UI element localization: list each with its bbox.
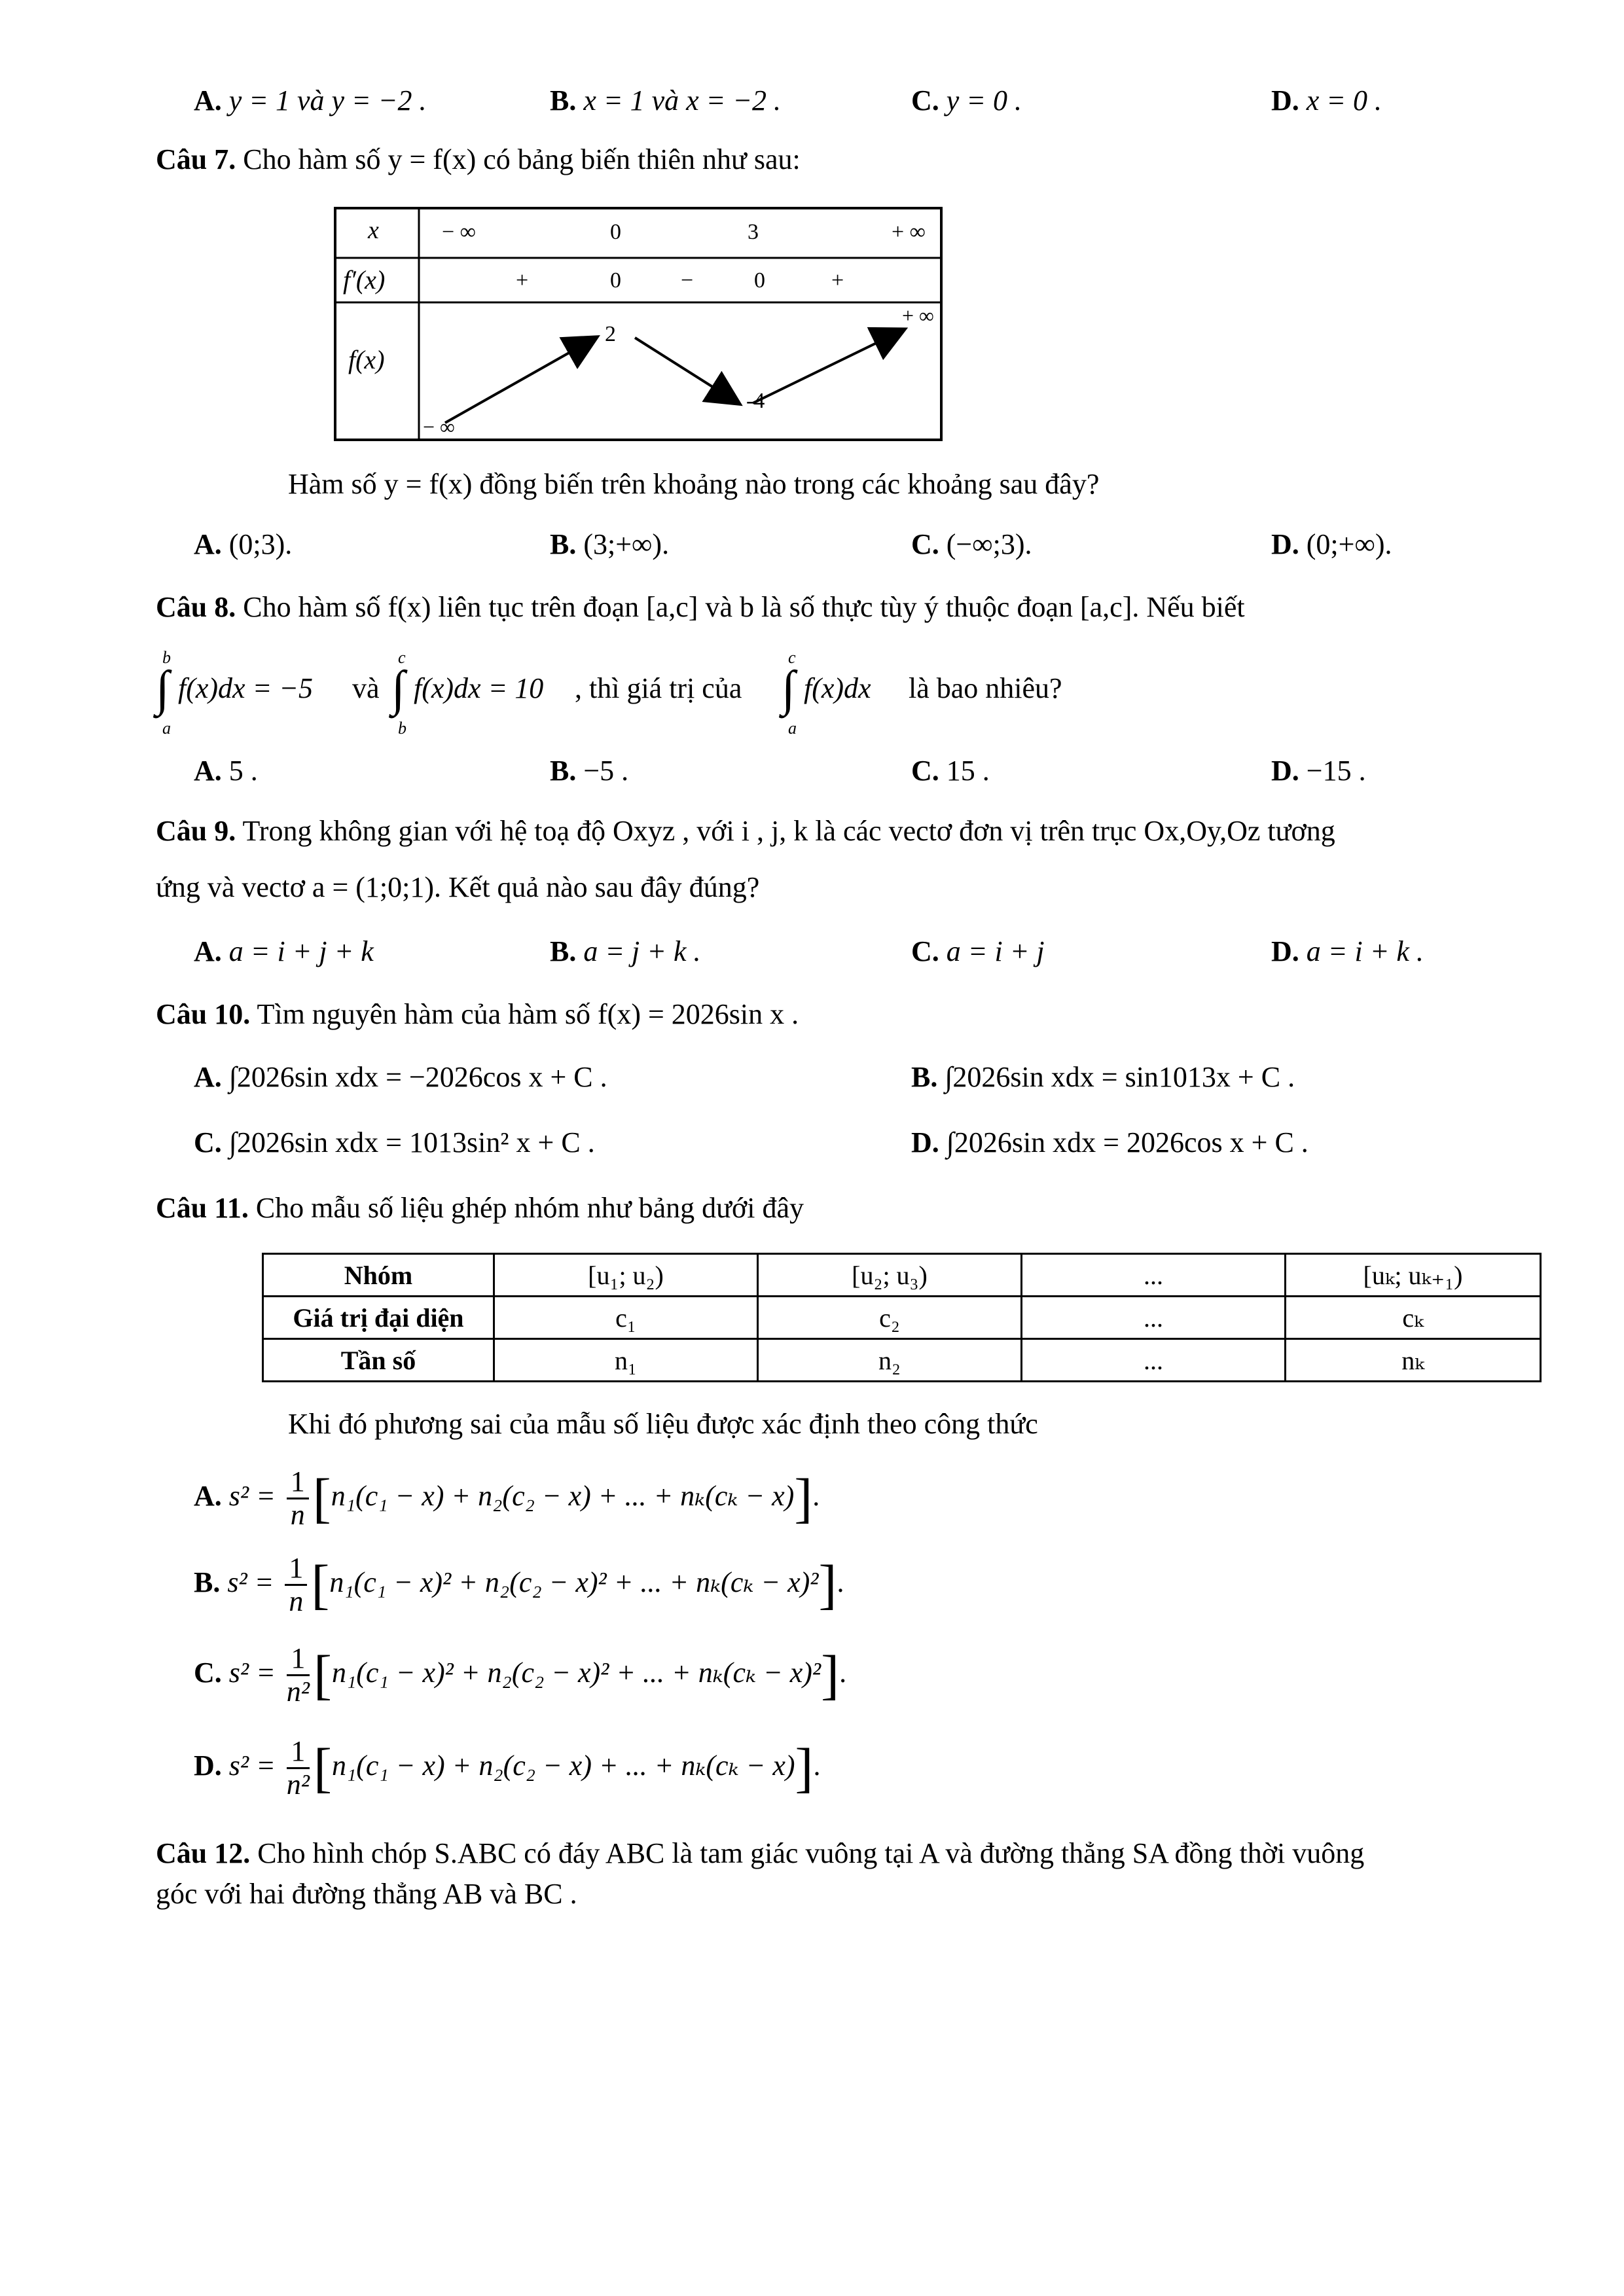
fp-sign-0: + — [516, 268, 529, 293]
table-cell: cₖ — [1286, 1297, 1541, 1339]
q9-prompt-line1: Câu 9. Trong không gian với hệ toạ độ Oxyz , với i , j, k là các vectơ đơn vị trên trục Ox,Oy,Oz tương — [156, 815, 1335, 847]
f-start: − ∞ — [423, 415, 455, 439]
q7-option-d: D. (0;+∞). — [1271, 528, 1392, 560]
variation-table-graphic — [334, 207, 943, 441]
q9-prompt-line2: ứng và vectơ a = (1;0;1). Kết quả nào sau đây đúng? — [156, 871, 760, 903]
q11-option-d: D. s² = $\frac{1}{\text{n²}}$ [n₁(c₁ − x) + n₂(c₂ − x) + ... + nₖ(cₖ − x)]. — [194, 1735, 821, 1801]
q10-option-b: B. ∫2026sin xdx = sin1013x + C . — [911, 1061, 1295, 1093]
table-cell: [u₁; u₂) — [494, 1254, 758, 1297]
q9-option-b: B. a = j + k . — [550, 935, 701, 967]
table-cell: nₖ — [1286, 1339, 1541, 1382]
q11-option-b: B. s² = $\frac{1}{n}$ [n₁(c₁ − x)² + n₂(c₂ − x)² + ... + nₖ(cₖ − x)²]. — [194, 1552, 844, 1618]
int2-upper: c — [398, 648, 406, 667]
arrow-up-1 — [445, 338, 596, 423]
table-cell: n₁ — [494, 1339, 758, 1382]
q9-option-c: C. a = i + j — [911, 935, 1045, 967]
table-cell: [uₖ; uₖ₊₁) — [1286, 1254, 1541, 1297]
x-val-2: 3 — [748, 220, 759, 244]
table-cell: c₂ — [758, 1297, 1022, 1339]
q7-question: Hàm số y = f(x) đồng biến trên khoảng nào trong các khoảng sau đây? — [288, 468, 1100, 500]
int2-sign: ∫ — [391, 661, 405, 716]
q11-question: Khi đó phương sai của mẫu số liệu được xác định theo công thức — [288, 1408, 1038, 1440]
table-cell: Nhóm — [263, 1254, 494, 1297]
int3-lower: a — [788, 719, 797, 738]
int1-body: f(x)dx = −5 — [178, 672, 313, 704]
int3-upper: c — [788, 648, 796, 667]
q10-option-d: D. ∫2026sin xdx = 2026cos x + C . — [911, 1126, 1308, 1158]
q8-option-c: C. 15 . — [911, 755, 990, 787]
int3-body: f(x)dx — [804, 672, 871, 704]
table-cell: ... — [1022, 1254, 1286, 1297]
fp-sign-4: + — [831, 268, 844, 293]
q6-option-c: C. y = 0 . — [911, 84, 1022, 117]
table-row — [263, 1254, 1541, 1297]
q12-prompt-line2: góc với hai đường thẳng AB và BC . — [156, 1878, 577, 1910]
q7-prompt: Câu 7. Cho hàm số y = f(x) có bảng biến thiên như sau: — [156, 143, 801, 175]
table-cell: Giá trị đại diện — [263, 1297, 494, 1339]
fp-sign-1: 0 — [610, 268, 621, 293]
q8-then: , thì giá trị của — [575, 672, 742, 704]
x-label: x — [368, 217, 379, 244]
q8-option-d: D. −15 . — [1271, 755, 1366, 787]
q8-option-a: A. 5 . — [194, 755, 258, 787]
f-max: 2 — [605, 322, 616, 346]
int2-lower: b — [398, 719, 406, 738]
grouped-data-table — [262, 1253, 1542, 1382]
q7-option-a: A. (0;3). — [194, 528, 293, 560]
q10-prompt: Câu 10. Tìm nguyên hàm của hàm số f(x) = 2026sin x . — [156, 998, 799, 1030]
q12-prompt-line1: Câu 12. Cho hình chóp S.ABC có đáy ABC là tam giác vuông tại A và đường thẳng SA đồng thời vuông — [156, 1837, 1365, 1869]
q9-option-d: D. a = i + k . — [1271, 935, 1424, 967]
table-cell: c₁ — [494, 1297, 758, 1339]
q6-option-a: A. y = 1 và y = −2 . — [194, 84, 427, 117]
table-cell: ... — [1022, 1339, 1286, 1382]
q8-integrals — [156, 648, 1399, 740]
q10-option-a: A. ∫2026sin xdx = −2026cos x + C . — [194, 1061, 607, 1093]
f-min: -4 — [746, 389, 765, 413]
int1-upper: b — [162, 648, 171, 667]
q8-prompt: Câu 8. Cho hàm số f(x) liên tục trên đoạn [a,c] và b là số thực tùy ý thuộc đoạn [a,c]. Nếu biết — [156, 591, 1245, 623]
q6-option-d: D. x = 0 . — [1271, 84, 1382, 117]
fp-label: f′(x) — [343, 265, 386, 295]
x-val-0: − ∞ — [442, 220, 476, 244]
table-cell: Tần số — [263, 1339, 494, 1382]
q8-and: và — [352, 672, 380, 704]
table-cell: [u₂; u₃) — [758, 1254, 1022, 1297]
int2-body: f(x)dx = 10 — [414, 672, 544, 704]
int1-sign: ∫ — [156, 661, 170, 716]
q6-option-b: B. x = 1 và x = −2 . — [550, 84, 782, 117]
table-cell: ... — [1022, 1297, 1286, 1339]
fp-sign-2: − — [681, 268, 694, 293]
q9-option-a: A. a = i + j + k — [194, 935, 374, 967]
x-val-1: 0 — [610, 220, 621, 244]
fp-sign-3: 0 — [754, 268, 765, 293]
q11-option-a: A. s² = $\frac{1}{n}$ [n₁(c₁ − x) + n₂(c₂ − x) + ... + nₖ(cₖ − x)]. — [194, 1465, 820, 1532]
int3-sign: ∫ — [782, 661, 795, 716]
q11-prompt: Câu 11. Cho mẫu số liệu ghép nhóm như bảng dưới đây — [156, 1192, 804, 1224]
variation-table — [334, 207, 943, 441]
x-val-3: + ∞ — [892, 220, 926, 244]
q11-option-c: C. s² = $\frac{1}{\text{n²}}$ [n₁(c₁ − x)² + n₂(c₂ − x)² + ... + nₖ(cₖ − x)²]. — [194, 1642, 847, 1708]
q10-option-c: C. ∫2026sin xdx = 1013sin² x + C . — [194, 1126, 595, 1158]
f-end: + ∞ — [902, 304, 934, 327]
table-cell: n₂ — [758, 1339, 1022, 1382]
q8-option-b: B. −5 . — [550, 755, 629, 787]
q7-option-c: C. (−∞;3). — [911, 528, 1032, 560]
arrow-up-2 — [753, 330, 903, 403]
f-label: f(x) — [348, 345, 385, 374]
table-row — [263, 1339, 1541, 1382]
q7-option-b: B. (3;+∞). — [550, 528, 670, 560]
arrow-down — [635, 338, 738, 403]
q8-tail: là bao nhiêu? — [909, 672, 1062, 704]
int1-lower: a — [162, 719, 171, 738]
table-row — [263, 1297, 1541, 1339]
